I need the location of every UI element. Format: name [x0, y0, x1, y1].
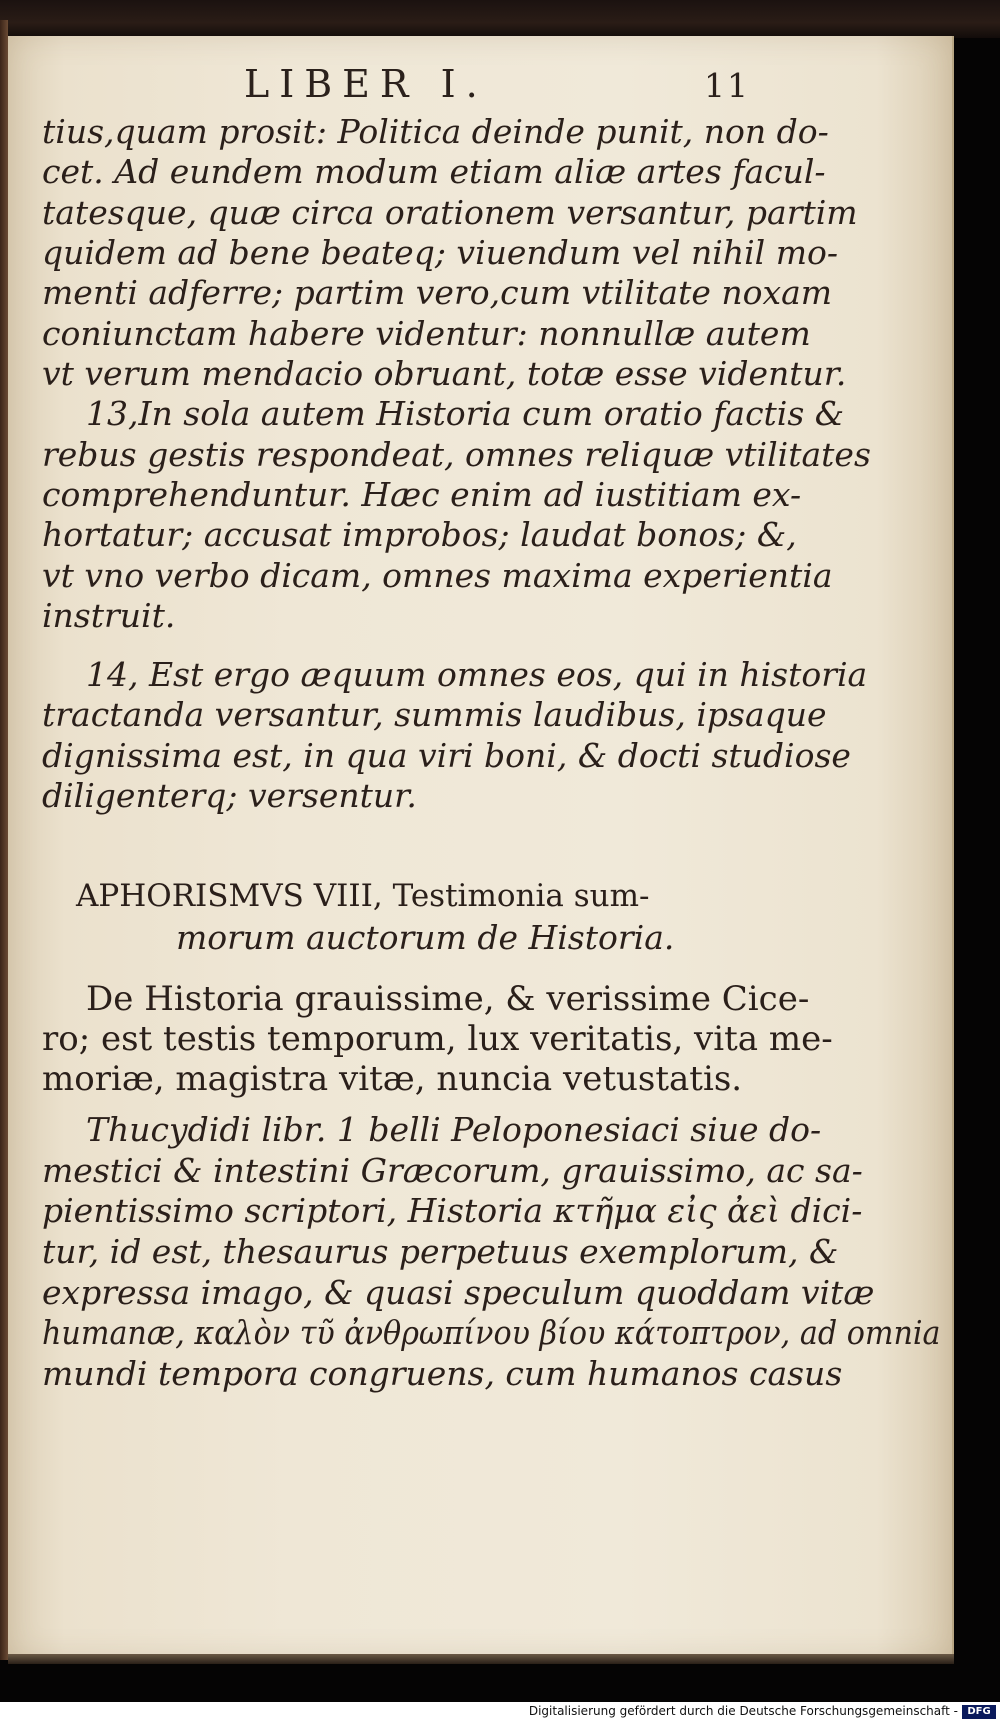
book-bottom-edge — [8, 1654, 954, 1664]
body-line-11: hortatur; accusat improbos; laudat bonos; &, — [42, 515, 797, 554]
section-heading-line-1: APHORISMVS VIII, Testimonia sum- — [76, 878, 650, 914]
body-line-6: coniunctam habere videntur: nonnullæ autem — [42, 314, 811, 353]
body-line-17: diligenterq; versentur. — [42, 776, 417, 815]
body-line-1: tius,quam prosit: Politica deinde punit, non do- — [42, 112, 829, 151]
body-line-3: tatesque, quæ circa orationem versantur, partim — [42, 193, 858, 232]
thucydides-line-2: mestici & intestini Græcorum, grauissimo, ac sa- — [42, 1151, 863, 1190]
thucydides-line-1: Thucydidi libr. 1 belli Peloponesiaci siue do- — [86, 1110, 822, 1149]
body-line-9: rebus gestis respondeat, omnes reliquæ vtilitates — [42, 435, 871, 474]
running-head — [0, 62, 1000, 112]
body-line-2: cet. Ad eundem modum etiam aliæ artes facul- — [42, 152, 826, 191]
thucydides-line-5: expressa imago, & quasi speculum quoddam vitæ — [42, 1273, 875, 1312]
body-line-16: dignissima est, in qua viri boni, & docti studiose — [42, 736, 851, 775]
body-line-13: instruit. — [42, 596, 176, 635]
cicero-line-3: moriæ, magistra vitæ, nuncia vetustatis. — [42, 1059, 743, 1099]
body-line-5: menti adferre; partim vero,cum vtilitate noxam — [42, 273, 833, 312]
body-line-8: 13,In sola autem Historia cum oratio factis & — [86, 394, 845, 433]
thucydides-line-6: humanæ, καλὸν τῦ ἀνθρωπίνου βίου κάτοπτρον, ad omnia — [42, 1313, 941, 1352]
cicero-line-1: De Historia grauissime, & verissime Cice- — [86, 979, 810, 1019]
body-line-4: quidem ad bene beateq; viuendum vel nihil mo- — [42, 233, 839, 272]
body-line-12: vt vno verbo dicam, omnes maxima experientia — [42, 556, 833, 595]
thucydides-line-7: mundi tempora congruens, cum humanos casus — [42, 1354, 843, 1393]
running-title: LIBER I. — [244, 62, 488, 106]
thucydides-line-3: pientissimo scriptori, Historia κτῆμα εἰς ἀεὶ dici- — [42, 1191, 863, 1230]
footer-credit: Digitalisierung gefördert durch die Deutsche Forschungsgemeinschaft - — [528, 1704, 958, 1718]
digitization-footer — [0, 1702, 1000, 1722]
book-left-edge — [0, 20, 8, 1660]
page-number: 11 — [704, 66, 750, 105]
thucydides-line-4: tur, id est, thesaurus perpetuus exemplorum, & — [42, 1232, 839, 1271]
body-line-7: vt verum mendacio obruant, totæ esse videntur. — [42, 354, 847, 393]
body-line-14: 14, Est ergo æquum omnes eos, qui in historia — [86, 655, 868, 694]
body-line-15: tractanda versantur, summis laudibus, ipsaque — [42, 695, 827, 734]
cicero-line-2: ro; est testis temporum, lux veritatis, vita me- — [42, 1019, 833, 1059]
dfg-logo: DFG — [962, 1705, 996, 1719]
section-heading-line-2: morum auctorum de Historia. — [176, 918, 675, 957]
body-line-10: comprehenduntur. Hæc enim ad iustitiam ex- — [42, 475, 802, 514]
book-top-edge — [0, 0, 1000, 38]
